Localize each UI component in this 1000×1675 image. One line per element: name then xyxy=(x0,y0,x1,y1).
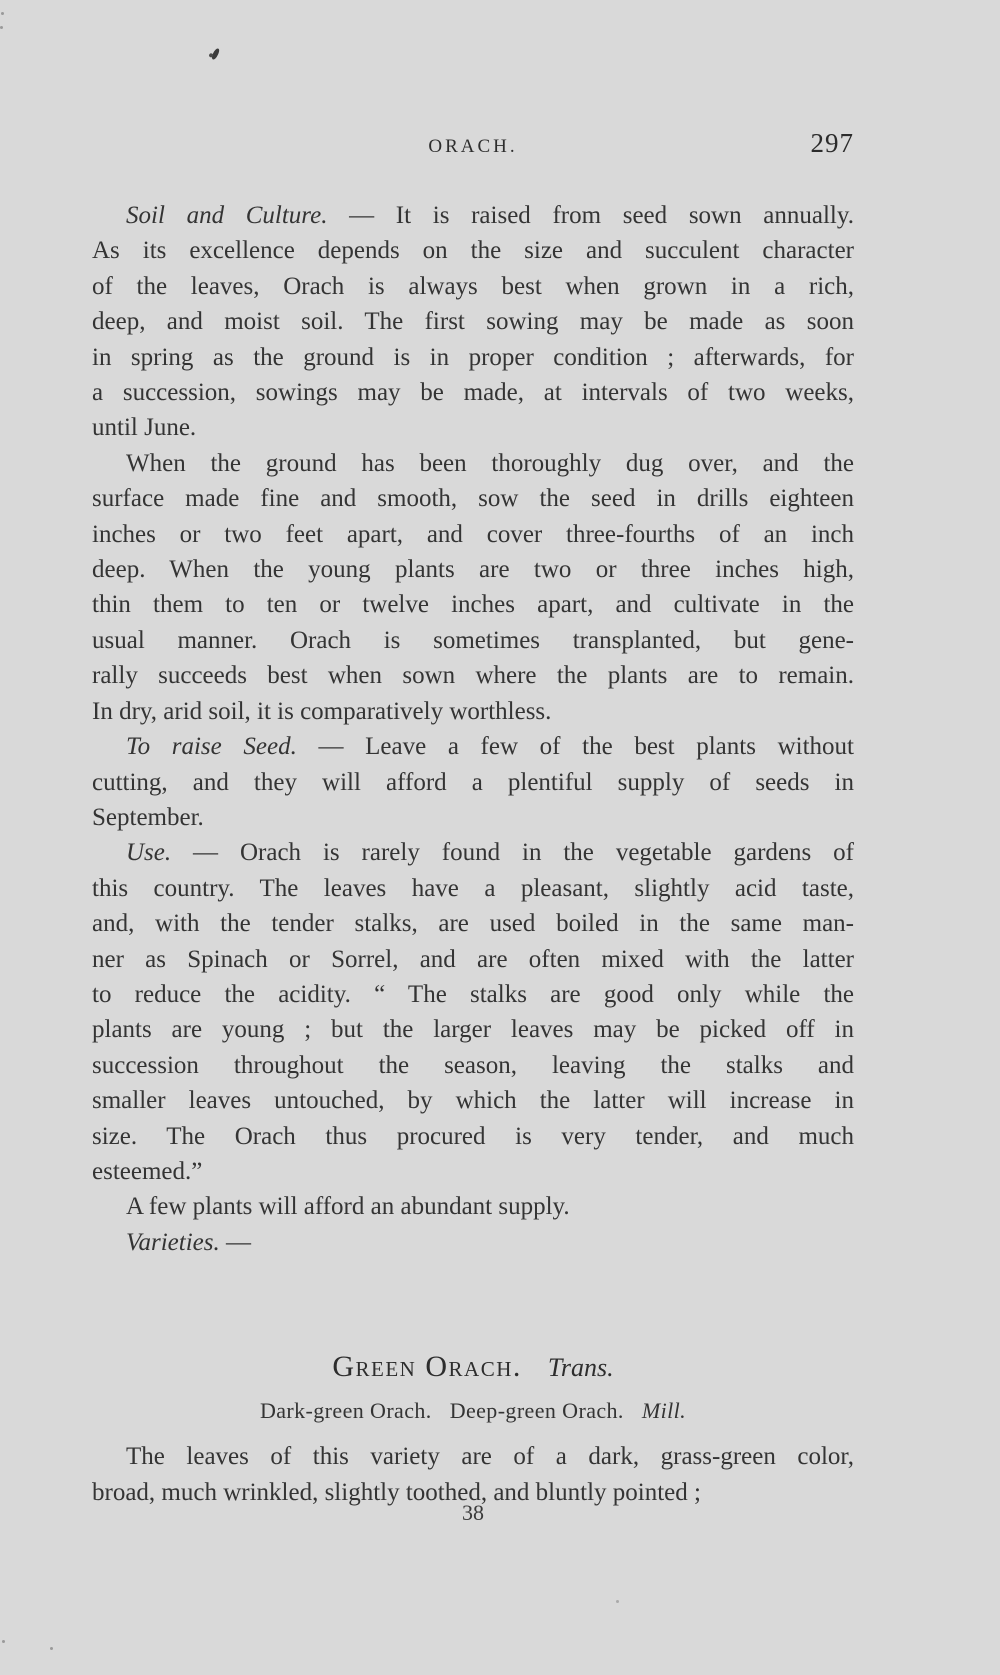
paragraph-use xyxy=(92,835,854,1189)
plain-text: When the ground has been thoroughly dug over, and the xyxy=(126,449,854,477)
plain-text: smaller leaves untouched, by which the latter will increase in xyxy=(92,1087,854,1115)
text-line xyxy=(92,658,854,693)
variety-name: Green Orach. xyxy=(332,1350,522,1384)
plain-text: until June. xyxy=(92,414,197,442)
scan-speck xyxy=(0,26,3,29)
plain-text: usual manner. Orach is sometimes transplanted, but gene- xyxy=(92,626,854,654)
text-line xyxy=(92,446,854,481)
scan-speck xyxy=(2,1640,5,1643)
paragraph-varieties-lead xyxy=(92,1225,854,1260)
text-line xyxy=(92,1189,854,1224)
text-line xyxy=(92,587,854,622)
plain-text: deep. When the young plants are two or three inches high, xyxy=(92,556,854,584)
plain-text: and, with the tender stalks, are used boiled in the same man- xyxy=(92,910,854,938)
plain-text: of the leaves, Orach is always best when grown in a rich, xyxy=(92,272,854,300)
variety-heading xyxy=(92,1350,854,1385)
text-line xyxy=(92,304,854,339)
plain-text: — xyxy=(219,1228,251,1256)
plain-text: deep, and moist soil. The first sowing may be made as soon xyxy=(92,308,854,336)
plain-text: size. The Orach thus procured is very tender, and much xyxy=(92,1122,854,1150)
text-line xyxy=(92,481,854,516)
plain-text: As its excellence depends on the size and succulent character xyxy=(92,237,854,265)
plain-text: a succession, sowings may be made, at intervals of two weeks, xyxy=(92,379,854,407)
plain-text: inches or two feet apart, and cover three-fourths of an inch xyxy=(92,520,854,548)
text-line xyxy=(92,410,854,445)
variety-authority: Trans. xyxy=(547,1353,614,1383)
plain-text: esteemed.” xyxy=(92,1157,203,1185)
plain-text: broad, much wrinkled, slightly toothed, and bluntly pointed ; xyxy=(92,1478,701,1506)
plain-text: September. xyxy=(92,803,204,831)
text-line xyxy=(92,1083,854,1118)
plain-text: plants are young ; but the larger leaves may be picked off in xyxy=(92,1016,854,1044)
text-line xyxy=(92,694,854,729)
text-line xyxy=(92,977,854,1012)
scan-speck xyxy=(50,1647,53,1650)
plain-text: — Orach is rarely found in the vegetable gardens of xyxy=(171,839,854,867)
plain-text: rally succeeds best when sown where the plants are to remain. xyxy=(92,662,854,690)
text-line xyxy=(92,942,854,977)
plain-text: this country. The leaves have a pleasant, slightly acid taste, xyxy=(92,874,854,902)
text-line xyxy=(92,835,854,870)
plain-text: in spring as the ground is in proper condition ; afterwards, for xyxy=(92,343,854,371)
italic-text: Soil and Culture. xyxy=(126,202,328,229)
text-line xyxy=(92,552,854,587)
running-title: ORACH. xyxy=(428,136,518,157)
text-line xyxy=(92,906,854,941)
plain-text: thin them to ten or twelve inches apart, and cultivate in the xyxy=(92,591,854,619)
plain-text: The leaves of this variety are of a dark, grass-green color, xyxy=(126,1443,854,1471)
italic-text: Use. xyxy=(126,839,172,867)
text-line xyxy=(92,1439,854,1474)
text-line xyxy=(92,198,854,233)
text-line xyxy=(92,729,854,764)
text-line xyxy=(92,623,854,658)
plain-text: ner as Spinach or Sorrel, and are often mixed with the latter xyxy=(92,945,854,973)
text-line xyxy=(92,1154,854,1189)
synonym-line xyxy=(92,1397,854,1425)
text-column xyxy=(92,0,854,1526)
text-line xyxy=(92,1119,854,1154)
plain-text: In dry, arid soil, it is comparatively worthless. xyxy=(92,697,552,725)
synonym: Deep-green Orach. xyxy=(449,1398,624,1424)
plain-text: succession throughout the season, leaving the stalks and xyxy=(92,1051,854,1079)
text-line xyxy=(92,233,854,268)
scan-speck xyxy=(1,12,4,15)
synonym: Mill. xyxy=(641,1398,687,1424)
synonym: Dark-green Orach. xyxy=(259,1398,432,1424)
text-line xyxy=(92,1048,854,1083)
scan-speck xyxy=(616,1600,619,1603)
text-line xyxy=(92,340,854,375)
paragraph-sowing-directions xyxy=(92,446,854,729)
text-line xyxy=(92,517,854,552)
plain-text: — Leave a few of the best plants without xyxy=(296,733,854,761)
plain-text: surface made fine and smooth, sow the seed in drills eighteen xyxy=(92,485,854,513)
plain-text: to reduce the acidity. “ The stalks are good only while the xyxy=(92,980,854,1008)
page-number: 297 xyxy=(810,128,854,158)
paragraph-soil-and-culture xyxy=(92,198,854,446)
paragraph-supply-note xyxy=(92,1189,854,1224)
variety-section xyxy=(92,1350,854,1510)
running-head xyxy=(92,128,854,166)
plain-text: cutting, and they will afford a plentiful supply of seeds in xyxy=(92,768,854,796)
plain-text: — It is raised from seed sown annually. xyxy=(327,202,854,229)
paragraph-to-raise-seed xyxy=(92,729,854,835)
text-line xyxy=(92,800,854,835)
plain-text: A few plants will afford an abundant supply. xyxy=(126,1193,570,1221)
italic-text: To raise Seed. xyxy=(126,733,297,761)
text-line xyxy=(92,1012,854,1047)
text-line xyxy=(92,375,854,410)
italic-text: Varieties. xyxy=(126,1228,220,1256)
text-line xyxy=(92,269,854,304)
signature-mark: 38 xyxy=(462,1500,484,1525)
text-line xyxy=(92,765,854,800)
text-line xyxy=(92,871,854,906)
body-text xyxy=(92,198,854,1260)
text-line xyxy=(92,1225,854,1260)
